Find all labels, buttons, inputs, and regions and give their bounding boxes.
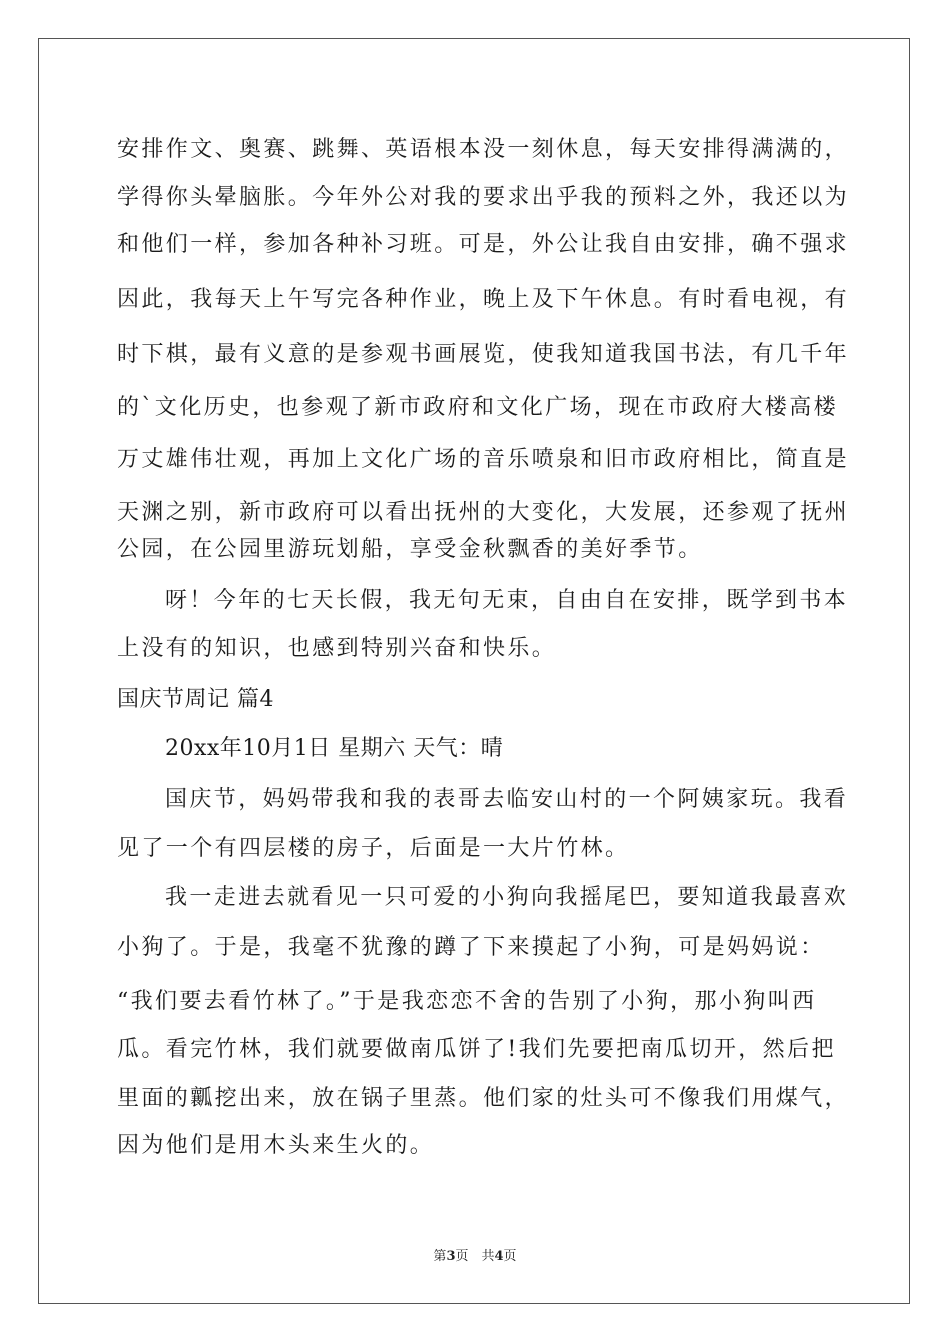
paragraph-first-line: 呀！今年的七天长假，我无句无束，自由自在安排，既学到书本	[165, 588, 849, 613]
text-line: 小狗了。于是，我毫不犹豫的蹲了下来摸起了小狗，可是妈妈说：	[117, 935, 825, 960]
text-line: 学得你头晕脑胀。今年外公对我的要求出乎我的预料之外，我还以为	[117, 185, 850, 210]
text-line: 因此，我每天上午写完各种作业，晚上及下午休息。有时看电视，有	[117, 287, 850, 312]
text-line: 里面的瓤挖出来，放在锅子里蒸。他们家的灶头可不像我们用煤气，	[117, 1086, 850, 1111]
text-line: 的`文化历史，也参观了新市政府和文化广场，现在市政府大楼高楼	[117, 395, 839, 420]
footer-mid: 页 共	[455, 1249, 495, 1264]
text-line: 瓜。看完竹林，我们就要做南瓜饼了!我们先要把南瓜切开，然后把	[117, 1037, 836, 1062]
footer-suffix: 页	[503, 1249, 517, 1264]
text-line: 因为他们是用木头来生火的。	[117, 1133, 435, 1158]
text-line: “我们要去看竹林了。”于是我恋恋不舍的告别了小狗，那小狗叫西	[117, 989, 817, 1014]
diary-date-line: 20xx年10月1日 星期六 天气：晴	[165, 736, 504, 761]
current-page-number: 3	[446, 1249, 456, 1264]
page-footer	[0, 1249, 950, 1265]
text-line: 天渊之别，新市政府可以看出抚州的大变化，大发展，还参观了抚州	[117, 500, 850, 525]
page-border	[38, 38, 910, 1304]
paragraph-first-line: 我一走进去就看见一只可爱的小狗向我摇尾巴，要知道我最喜欢	[165, 885, 849, 910]
text-line: 和他们一样，参加各种补习班。可是，外公让我自由安排，确不强求	[117, 232, 850, 257]
text-line: 公园，在公园里游玩划船，享受金秋飘香的美好季节。	[117, 537, 703, 562]
text-line: 时下棋，最有义意的是参观书画展览，使我知道我国书法，有几千年	[117, 342, 850, 367]
paragraph-first-line: 国庆节，妈妈带我和我的表哥去临安山村的一个阿姨家玩。我看	[165, 787, 849, 812]
total-page-count: 4	[494, 1249, 504, 1264]
text-line: 见了一个有四层楼的房子，后面是一大片竹林。	[117, 836, 630, 861]
text-line: 上没有的知识，也感到特别兴奋和快乐。	[117, 636, 557, 661]
text-line: 万丈雄伟壮观，再加上文化广场的音乐喷泉和旧市政府相比，简直是	[117, 447, 850, 472]
text-line: 安排作文、奥赛、跳舞、英语根本没一刻休息，每天安排得满满的，	[117, 137, 850, 162]
footer-prefix: 第	[433, 1249, 447, 1264]
section-heading: 国庆节周记 篇4	[117, 687, 274, 712]
